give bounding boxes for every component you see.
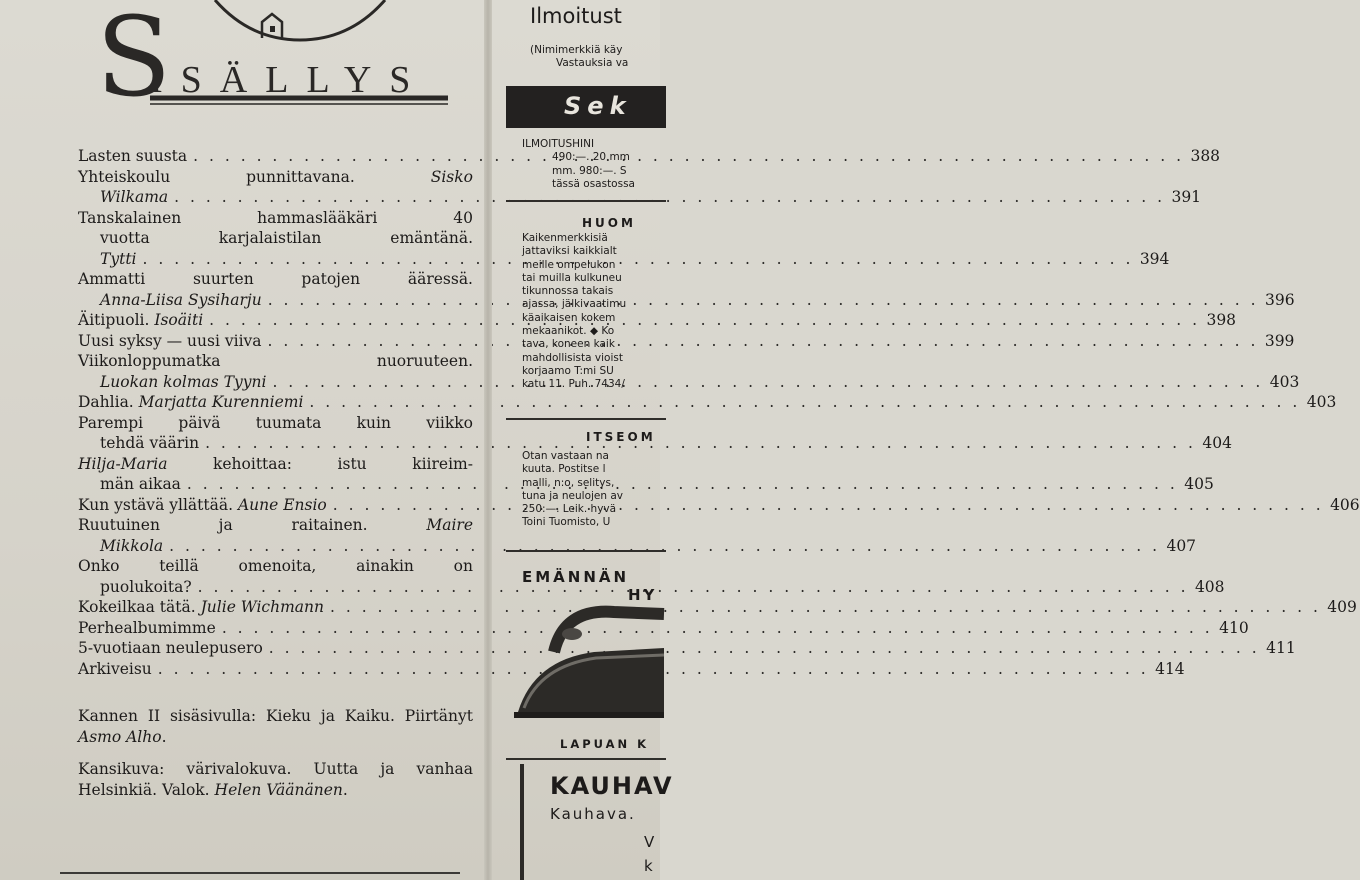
- leader-dots: [268, 331, 1259, 352]
- toc-line: [78, 597, 1357, 618]
- toc-line: [78, 454, 473, 475]
- toc-line-text: [78, 269, 473, 290]
- leader-dots: [272, 372, 1263, 393]
- toc-entry: [78, 659, 1185, 680]
- toc-author: Mikkola: [100, 536, 164, 555]
- toc-author: Maire: [426, 516, 473, 534]
- ad-line: tai muilla kulkuneu: [522, 271, 622, 284]
- note-text-end: .: [342, 780, 348, 799]
- toc-page-number: 407: [1166, 536, 1197, 555]
- masthead-title: ISÄLLYS: [150, 59, 429, 101]
- toc-author: Julie Wichmann: [200, 598, 324, 616]
- toc-title: Ammatti suurten patojen ääressä.: [78, 270, 473, 288]
- leader-dots: [187, 474, 1178, 495]
- ad-line: jattaviksi kaikkialt: [522, 245, 617, 258]
- toc-title: Ruutuinen ja raitainen.: [78, 516, 368, 534]
- leader-dots: [333, 495, 1324, 516]
- ad-fragment: V: [644, 833, 655, 851]
- toc-line: [78, 167, 473, 188]
- leader-dots: [198, 577, 1189, 598]
- toc-page-number: 409: [1327, 598, 1357, 616]
- ad-line: Otan vastaan na: [522, 450, 609, 462]
- leader-dots: [205, 433, 1196, 454]
- ad-line: tikunnossa takais: [522, 285, 614, 298]
- toc-page-number: 396: [1264, 290, 1295, 309]
- leader-dots: [269, 638, 1260, 659]
- cover-notes: [78, 706, 473, 812]
- toc-page-number: 404: [1202, 434, 1232, 452]
- toc-line: [78, 659, 1185, 680]
- ad-huom-body: [522, 232, 626, 392]
- toc-author: Marjatta Kurenniemi: [138, 393, 304, 411]
- ad-line: käaikaisen kokem: [522, 311, 616, 324]
- masthead-initial: S: [96, 0, 172, 121]
- toc-line-text: [78, 515, 473, 536]
- ad-kauhava-heading: KAUHAV: [550, 772, 674, 800]
- toc-line: [78, 556, 473, 577]
- ad-line: kuuta. Postitse l: [522, 463, 606, 476]
- toc-author: Sisko: [430, 167, 473, 186]
- toc-line: [78, 638, 1296, 659]
- ad-line: ajassa, jälkivaatimu: [522, 298, 627, 311]
- leader-dots: [209, 310, 1200, 331]
- toc-author: Aune Ensio: [237, 495, 327, 514]
- toc-title: Perhealbumimme: [78, 618, 216, 637]
- toc-title: män aikaa: [100, 475, 181, 493]
- ad-line: 490:—. 20 mm: [552, 151, 630, 164]
- toc-page-number: 410: [1219, 618, 1249, 637]
- bottom-rule: [60, 872, 460, 874]
- ad-line: tava, koneen kaik: [522, 338, 615, 351]
- toc-title: Onko teillä omenoita, ainakin on: [78, 557, 473, 575]
- ads-band: [506, 86, 666, 128]
- toc-line: [78, 351, 473, 372]
- ad-line: mahdollisista vioist: [522, 351, 623, 364]
- toc-line-text: [78, 167, 473, 188]
- toc-page-number: 394: [1139, 249, 1170, 268]
- ad-itse-heading: ITSEOM: [586, 430, 656, 444]
- toc-page-number: 403: [1269, 372, 1300, 391]
- ad-lapuan: LAPUAN K: [560, 737, 650, 751]
- ad-line: katu 11. Puh. 7434/: [522, 378, 625, 391]
- ad-line: meille ompelukon: [522, 258, 616, 271]
- ads-title: Ilmoitust: [530, 4, 622, 28]
- ad-line: 250:—. Leik. hyvä: [522, 503, 617, 516]
- toc-title: Parempi päivä tuumata kuin viikko: [78, 413, 473, 432]
- ads-band-text: Sek: [564, 92, 632, 120]
- toc-line-text: [100, 228, 473, 249]
- toc-page-number: 406: [1330, 495, 1360, 514]
- ad-itse-body: [522, 450, 623, 530]
- toc-author: Isoäiti: [154, 311, 204, 329]
- toc-title: Tanskalainen hammaslääkäri 40: [78, 208, 473, 227]
- toc-author: Luokan kolmas Tyyni: [100, 372, 267, 391]
- leader-dots: [222, 618, 1213, 639]
- toc-line: [78, 413, 473, 434]
- toc-entry: [78, 638, 1296, 659]
- ad-divider: [506, 550, 666, 552]
- ads-subtitle: [530, 44, 628, 70]
- ad-line: ILMOITUSHINI: [522, 138, 595, 150]
- toc-title: Arkiveisu: [78, 659, 152, 678]
- note-text: Kannen II sisäsivulla: Kieku ja Kaiku. Piirtänyt: [78, 707, 473, 725]
- toc-line: [78, 392, 1337, 413]
- ad-divider: [506, 418, 666, 420]
- column-divider: [484, 0, 492, 880]
- toc-page-number: 408: [1194, 577, 1225, 596]
- leader-dots: [169, 536, 1160, 557]
- toc-title: Viikonloppumatka nuoruuteen.: [78, 352, 473, 370]
- note-cover-inner: [78, 706, 473, 747]
- note-author: Asmo Alho: [78, 727, 162, 746]
- ad-frame: [520, 764, 524, 880]
- toc-line: [78, 515, 473, 536]
- ad-huom-heading: HUOM: [582, 216, 636, 230]
- toc-entry: [78, 597, 1357, 618]
- toc-entry: [78, 618, 1249, 639]
- toc-line: [78, 228, 473, 249]
- toc-page-number: 391: [1171, 188, 1202, 206]
- note-text: Kansikuva: värivalokuva. Uutta ja vanhaa Helsinkiä. Valok.: [78, 760, 473, 799]
- leader-dots: [330, 597, 1321, 618]
- toc-page-number: 388: [1190, 147, 1221, 165]
- iron-illustration: [514, 600, 664, 730]
- toc-title: Kokeilkaa tätä.: [78, 598, 196, 616]
- toc-page-number: 411: [1266, 639, 1296, 657]
- note-cover: [78, 759, 473, 800]
- toc-line-text: [78, 208, 473, 229]
- leader-dots: [268, 290, 1259, 311]
- toc-author: Tytti: [100, 249, 137, 268]
- ad-line: tuna ja neulojen av: [522, 489, 624, 502]
- ad-line: malli, n:o, selitys,: [522, 476, 615, 489]
- toc-title: vuotta karjalaistilan emäntänä.: [100, 229, 473, 247]
- toc-title: 5-vuotiaan neulepusero: [78, 639, 263, 657]
- toc-title: Äitipuoli.: [78, 311, 150, 329]
- toc-line: [78, 208, 473, 229]
- toc-author: Wilkama: [100, 188, 169, 206]
- toc-title: puolukoita?: [100, 577, 192, 596]
- ad-fragment: k: [644, 857, 653, 875]
- ad-line: Toini Tuomisto, U: [522, 516, 611, 529]
- ad-line: korjaamo T:mi SU: [522, 364, 614, 377]
- ad-line: Kaikenmerkkisiä: [522, 232, 608, 244]
- ads-column: [500, 0, 674, 880]
- toc-page-number: 398: [1206, 311, 1237, 329]
- toc-page-number: 403: [1306, 393, 1337, 411]
- ad-divider: [506, 758, 666, 760]
- ad-hy-heading: HY: [628, 586, 658, 604]
- note-author: Helen Väänänen: [214, 780, 343, 799]
- toc-author: Anna-Liisa Sysiharju: [100, 290, 262, 309]
- toc-line-text: [78, 454, 473, 475]
- toc-title: Lasten suusta: [78, 147, 188, 165]
- toc-line: [78, 536, 1197, 557]
- toc-page-number: 405: [1184, 475, 1214, 493]
- toc-page-number: 414: [1155, 659, 1185, 678]
- toc-title: Dahlia.: [78, 393, 134, 411]
- ads-subtitle-line: (Nimimerkkiä käy: [530, 44, 623, 56]
- masthead: [0, 0, 480, 120]
- toc-line: [78, 618, 1249, 639]
- toc-line: [78, 269, 473, 290]
- note-text-end: .: [161, 727, 167, 746]
- leader-dots: [309, 392, 1300, 413]
- ad-kauhava-sub: Kauhava.: [550, 805, 636, 823]
- toc-title: Yhteiskoulu punnittavana.: [78, 167, 355, 186]
- toc-page-number: 399: [1264, 331, 1295, 350]
- leader-dots: [174, 187, 1165, 208]
- ad-line: mekaanikot. ◆ Ko: [522, 325, 615, 338]
- toc-entry: [78, 392, 1337, 413]
- ad-line: mm. 980:—. S: [552, 164, 627, 177]
- toc-line-text: [78, 351, 473, 372]
- toc-title: Uusi syksy — uusi viiva: [78, 331, 262, 350]
- toc-line: [78, 187, 1202, 208]
- toc-title: tehdä väärin: [100, 434, 200, 452]
- toc-title: Kun ystävä yllättää.: [78, 495, 234, 514]
- ad-divider: [506, 200, 666, 202]
- ads-subtitle-line: Vastauksia va: [556, 57, 629, 69]
- ad-rates: [522, 138, 635, 191]
- toc-author: Hilja-Maria: [78, 454, 168, 473]
- ad-emannan-heading: EMÄNNÄN: [522, 568, 630, 586]
- ad-line: tässä osastossa: [552, 177, 635, 190]
- leader-dots: [193, 146, 1184, 167]
- toc-line-text: [78, 556, 473, 577]
- toc-line-text: [78, 413, 473, 434]
- toc-title: kehoittaa: istu kiireim-: [212, 454, 473, 473]
